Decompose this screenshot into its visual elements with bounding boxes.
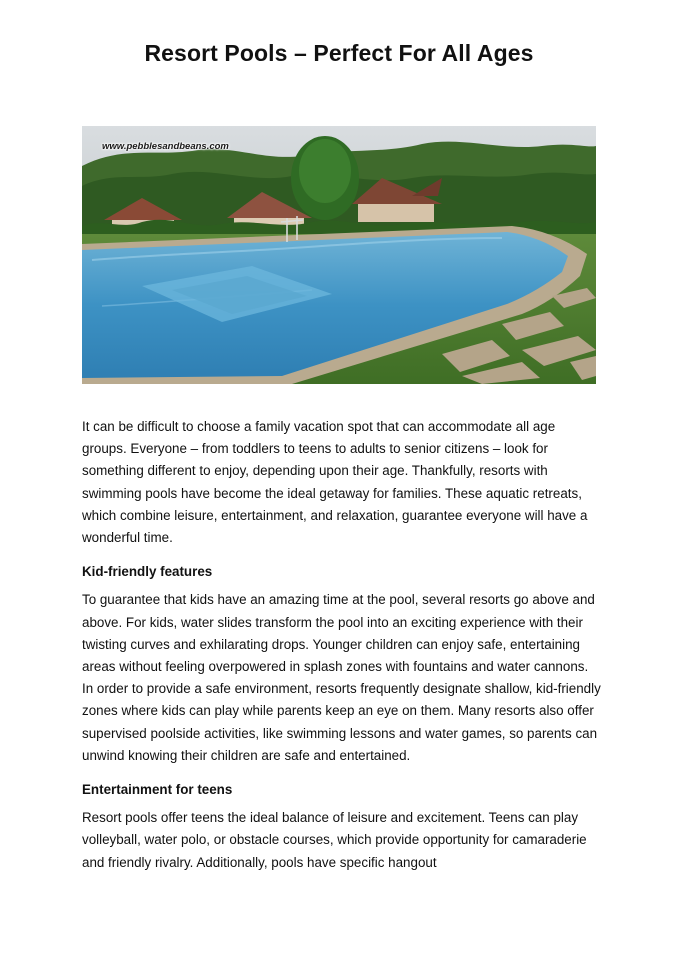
pool-illustration xyxy=(82,126,596,384)
resort-pool-photo xyxy=(82,126,596,384)
page-title: Resort Pools – Perfect For All Ages xyxy=(144,40,534,66)
section-body-teens: Resort pools offer teens the ideal balance of leisure and excitement. Teens can play volleyball, water polo, or obstacle courses, which provide opportunity for camaraderie and friendly rivalry. Additionally, pools have specific hangout xyxy=(82,810,587,870)
intro-paragraph: It can be difficult to choose a family vacation spot that can accommodate all age groups. Everyone – from toddlers to teens to adults to senior citizens – look for something different to enjoy, depending upon their age. Thankfully, resorts with swimming pools have become the ideal getaway for families. These aquatic retreats, which combine leisure, entertainment, and relaxation, guarantee everyone will have a wonderful time. xyxy=(82,419,588,546)
image-watermark: www.pebblesandbeans.com xyxy=(102,141,229,152)
article-body xyxy=(82,416,602,874)
section-heading-kids: Kid-friendly features xyxy=(82,564,213,580)
section-body-kids: To guarantee that kids have an amazing time at the pool, several resorts go above and above. For kids, water slides transform the pool into an exciting experience with their twisting curves and exhilarating drops. Younger children can enjoy safe, entertaining areas without feeling overpowered in splash zones with fountains and water cannons. In order to provide a safe environment, resorts frequently designate shallow, kid-friendly zones where kids can play while parents keep an eye on them. Many resorts also offer supervised poolside activities, like swimming lessons and water games, so parents can unwind knowing their children are safe and entertained. xyxy=(82,592,601,763)
section-heading-teens: Entertainment for teens xyxy=(82,782,233,798)
